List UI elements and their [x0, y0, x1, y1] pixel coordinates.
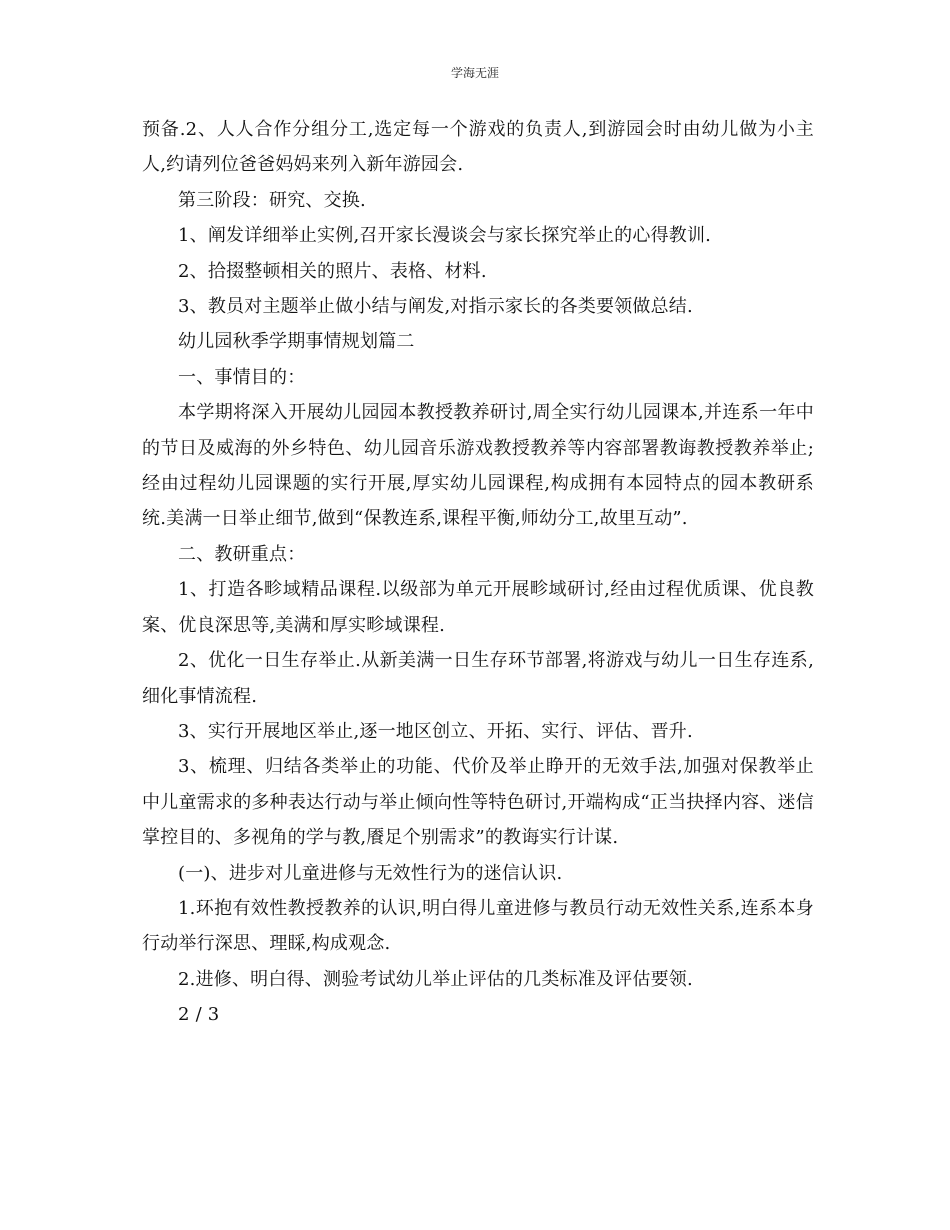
page-number: 2 / 3	[178, 1004, 220, 1026]
document-body	[142, 112, 814, 1033]
paragraph: 3、梳理、归结各类举止的功能、代价及举止睁开的无效手法,加强对保教举止中儿童需求的多种表达行动与举止倾向性等特色研讨,开端构成“正当抉择内容、迷信掌控目的、多视角的学与教,餍足个别需求”的教诲实行计谋.	[142, 756, 814, 849]
paragraph: 2.进修、明白得、测验考试幼儿举止评估的几类标准及评估要领.	[178, 968, 693, 990]
paragraph: 第三阶段：研究、交换.	[178, 189, 366, 211]
section-title: 幼儿园秋季学期事情规划篇二	[178, 331, 415, 353]
paragraph: 2、优化一日生存举止.从新美满一日生存环节部署,将游戏与幼儿一日生存连系,细化事情流程.	[142, 650, 814, 707]
paragraph: 3、实行开展地区举止,逐一地区创立、开拓、实行、评估、晋升.	[178, 720, 693, 742]
paragraph: 3、教员对主题举止做小结与阐发,对指示家长的各类要领做总结.	[178, 296, 693, 318]
section-heading: 二、教研重点：	[178, 543, 306, 565]
section-heading: 一、事情目的：	[178, 366, 306, 388]
page-header: 学海无涯	[450, 66, 499, 80]
paragraph: 预备.2、人人合作分组分工,选定每一个游戏的负责人,到游园会时由幼儿做为小主人,约请列位爸爸妈妈来列入新年游园会.	[142, 119, 814, 176]
paragraph: 2、拾掇整顿相关的照片、表格、材料.	[178, 260, 487, 282]
paragraph: 1、阐发详细举止实例,召开家长漫谈会与家长探究举止的心得教训.	[178, 225, 712, 247]
paragraph: 本学期将深入开展幼儿园园本教授教养研讨,周全实行幼儿园课本,并连系一年中的节日及威海的外乡特色、幼儿园音乐游戏教授教养等内容部署教诲教授教养举止;经由过程幼儿园课题的实行开展,厚实幼儿园课程,构成拥有本园特点的园本教研系统.美满一日举止细节,做到“保教连系,课程平衡,师幼分工,故里互动”.	[142, 402, 814, 530]
paragraph: 1.环抱有效性教授教养的认识,明白得儿童进修与教员行动无效性关系,连系本身行动举行深思、理睬,构成观念.	[142, 897, 814, 955]
paragraph: (一)、进步对儿童进修与无效性行为的迷信认识.	[178, 862, 563, 884]
paragraph: 1、打造各畛域精品课程.以级部为单元开展畛域研讨,经由过程优质课、优良教案、优良深思等,美满和厚实畛域课程.	[142, 579, 814, 636]
